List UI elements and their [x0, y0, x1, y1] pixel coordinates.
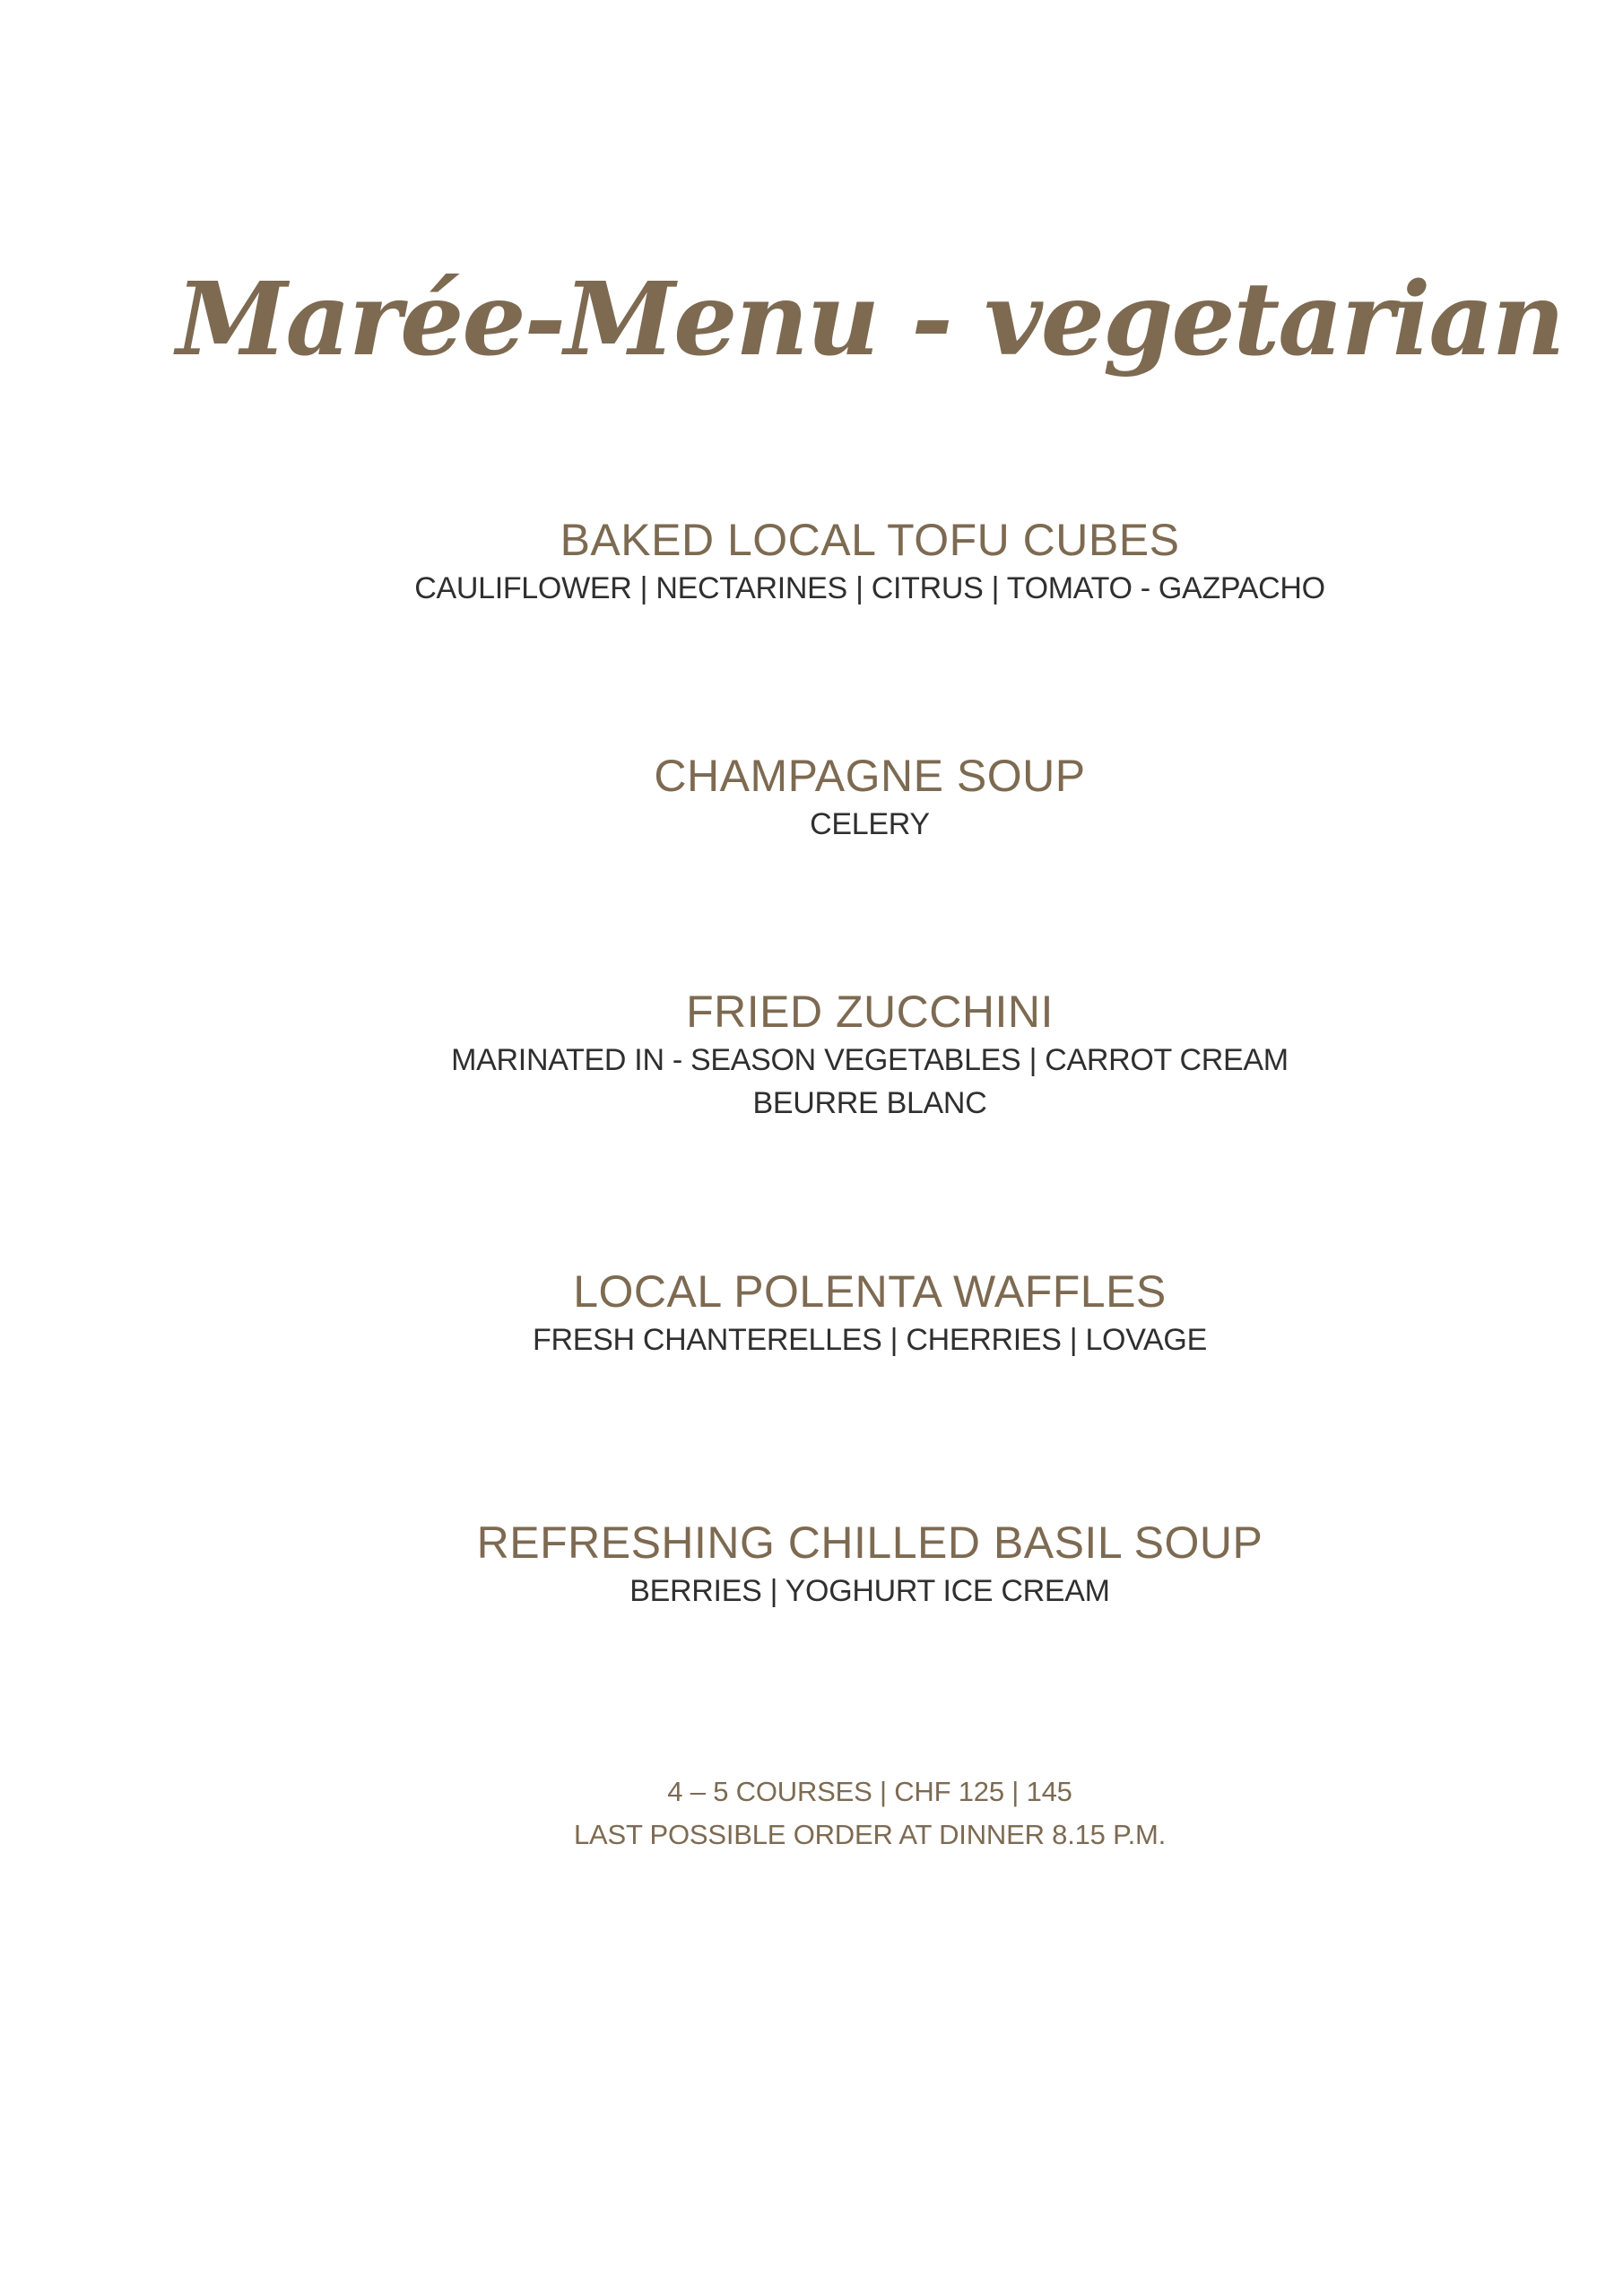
course-description: BERRIES | YOGHURT ICE CREAM [629, 1574, 1110, 1608]
course-description: FRESH CHANTERELLES | CHERRIES | LOVAGE [533, 1323, 1207, 1357]
course-title: BAKED LOCAL TOFU CUBES [560, 515, 1180, 565]
course-4 [0, 1265, 1623, 1361]
course-2 [0, 749, 1623, 846]
course-5 [0, 1516, 1623, 1613]
course-description: BEURRE BLANC [752, 1086, 987, 1120]
course-1 [0, 513, 1623, 610]
course-title: FRIED ZUCCHINI [686, 987, 1054, 1037]
course-description: CAULIFLOWER | NECTARINES | CITRUS | TOMATO - GAZPACHO [414, 571, 1325, 605]
course-title: REFRESHING CHILLED BASIL SOUP [476, 1518, 1263, 1568]
menu-footer [0, 1770, 1623, 1857]
course-description: CELERY [810, 807, 930, 841]
pricing-line: 4 – 5 COURSES | CHF 125 | 145 [667, 1776, 1072, 1807]
course-description: MARINATED IN - SEASON VEGETABLES | CARROT CREAM [451, 1043, 1289, 1077]
menu-title: Marée-Menu - vegetarian [176, 261, 1564, 378]
course-title: CHAMPAGNE SOUP [654, 751, 1086, 801]
course-title: LOCAL POLENTA WAFFLES [573, 1266, 1167, 1317]
last-order-line: LAST POSSIBLE ORDER AT DINNER 8.15 P.M. [573, 1819, 1167, 1850]
course-3 [0, 985, 1623, 1125]
